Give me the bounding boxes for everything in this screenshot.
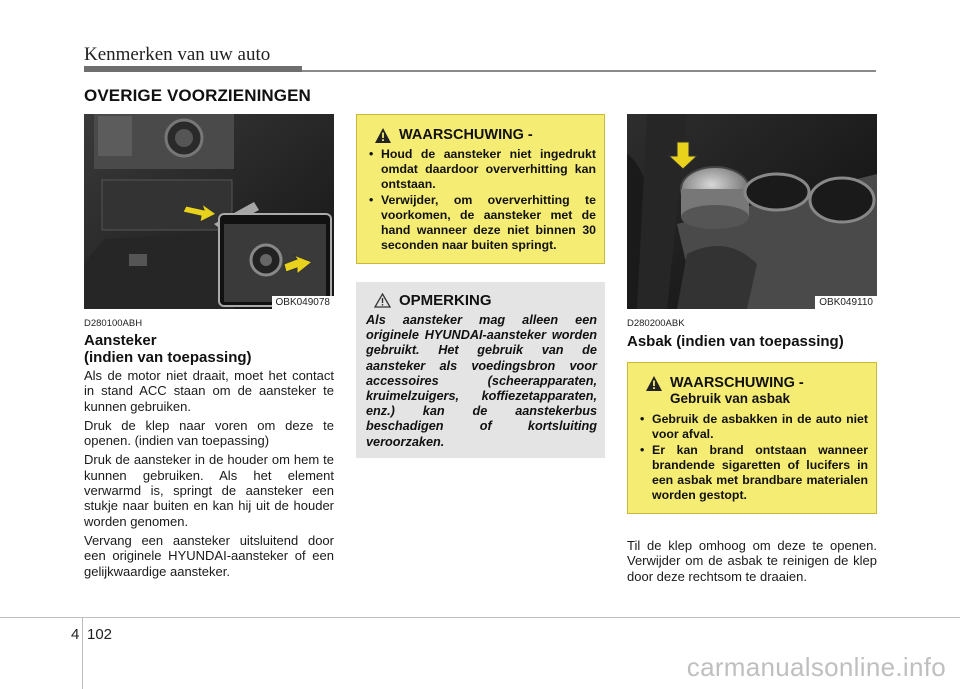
image-code-left: OBK049078 xyxy=(272,296,335,309)
lighter-body xyxy=(84,368,334,583)
paragraph: Druk de klep naar voren om deze te openen. (indien van toepassing) xyxy=(84,417,334,449)
paragraph: Vervang een aansteker uitsluitend door een originele HYUNDAI-aansteker of een gelijkwaardige aansteker. xyxy=(84,532,334,579)
warning-header xyxy=(646,375,868,391)
warning-header xyxy=(375,127,596,143)
paragraph: Druk de aansteker in de houder om hem te kunnen gebruiken. Als het element verwarmd is, springt de aansteker een stukje naar buiten en kan hij uit de houder worden genomen. xyxy=(84,452,334,529)
list-item: • Er kan brand ontstaan wanneer brandende sigaretten of lucifers in een asbak met brandbare materialen worden gestopt. xyxy=(636,443,868,503)
header-rule-dark xyxy=(84,66,302,72)
lighter-heading: Aansteker (indien van toepassing) xyxy=(84,332,252,366)
note-text: Als aansteker mag alleen een originele HYUNDAI-aansteker worden gebruikt. Het gebruik van de aansteker als voedingsbron voor accessoires (scheerapparaten, kruimelzuigers, koffiezetapparaten, enz.) kan de aanstekerbus beschadigen of kortsluiting veroorzaken. xyxy=(366,313,597,449)
caution-triangle-outline-icon xyxy=(374,293,391,308)
warning-triangle-icon xyxy=(375,128,391,143)
footer-divider xyxy=(82,617,83,689)
doc-code-right: D280200ABK xyxy=(627,318,685,329)
warning-box-lighter xyxy=(356,114,605,264)
running-header-title: Kenmerken van uw auto xyxy=(84,44,271,65)
warning-list xyxy=(636,412,868,503)
chapter-number: 4 xyxy=(71,626,80,643)
lighter-photo xyxy=(84,114,334,309)
ashtray-heading: Asbak (indien van toepassing) xyxy=(627,333,844,350)
section-title: OVERIGE VOORZIENINGEN xyxy=(84,86,311,105)
note-header xyxy=(374,292,597,309)
page-number: 102 xyxy=(87,626,113,643)
note-box xyxy=(356,282,605,458)
warning-title: WAARSCHUWING - xyxy=(670,375,804,391)
warning-list xyxy=(365,147,596,253)
watermark-text: carmanualsonline.info xyxy=(686,652,946,682)
warning-title: WAARSCHUWING - xyxy=(399,127,533,143)
paragraph: Als de motor niet draait, moet het contact in stand ACC staan om de aansteker te kunnen gebruiken. xyxy=(84,368,334,414)
doc-code-left: D280100ABH xyxy=(84,318,143,329)
warning-box-ashtray xyxy=(627,362,877,514)
list-item: • Houd de aansteker niet ingedrukt omdat daardoor oververhitting kan ontstaan. xyxy=(365,147,596,192)
ashtray-body: Til de klep omhoog om deze te openen. Verwijder om de asbak te reinigen de klep door deze rechtsom te draaien. xyxy=(627,538,877,584)
ashtray-photo xyxy=(627,114,877,309)
header-rule-line xyxy=(302,70,876,72)
warning-triangle-icon xyxy=(646,376,662,391)
list-item: • Verwijder, om oververhitting te voorkomen, de aansteker met de hand wanneer deze niet binnen 30 seconden naar buiten springt. xyxy=(365,193,596,253)
footer-rule xyxy=(0,617,960,618)
note-title: OPMERKING xyxy=(399,292,492,309)
list-item: • Gebruik de asbakken in de auto niet voor afval. xyxy=(636,412,868,442)
warning-subtitle: Gebruik van asbak xyxy=(670,391,791,406)
image-code-right: OBK049110 xyxy=(815,296,877,309)
